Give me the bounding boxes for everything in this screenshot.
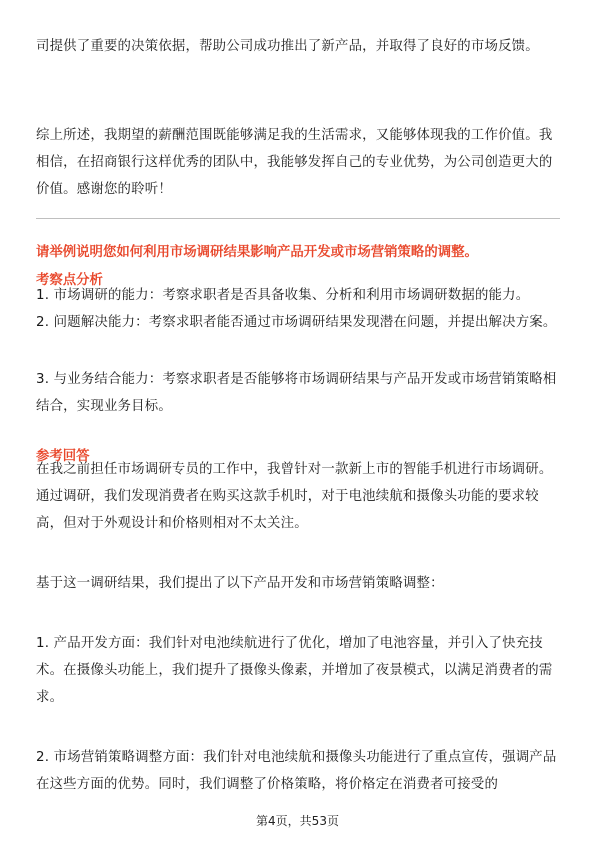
page-number: 第4页，共53页	[256, 814, 339, 828]
intro-paragraph-1: 司提供了重要的决策依据，帮助公司成功推出了新产品，并取得了良好的市场反馈。	[36, 39, 539, 54]
section-divider	[36, 218, 560, 219]
answer-paragraph-4: 2. 市场营销策略调整方面：我们针对电池续航和摄像头功能进行了重点宣传，强调产品在这些方面的优势。同时，我们调整了价格策略，将价格定在消费者可接受的	[36, 750, 557, 792]
answer-paragraph-2: 基于这一调研结果，我们提出了以下产品开发和市场营销策略调整：	[36, 576, 444, 591]
answer-heading: 参考回答	[36, 449, 90, 465]
analysis-item-2: 2. 问题解决能力：考察求职者能否通过市场调研结果发现潜在问题，并提出解决方案。	[36, 315, 557, 330]
answer-paragraph-1: 在我之前担任市场调研专员的工作中，我曾针对一款新上市的智能手机进行市场调研。通过调研，我们发现消费者在购买这款手机时，对于电池续航和摄像头功能的要求较高，但对于外观设计和价格则相对不太关注。	[36, 462, 553, 531]
analysis-item-1: 1. 市场调研的能力：考察求职者是否具备收集、分析和利用市场调研数据的能力。	[36, 288, 530, 303]
question-title: 请举例说明您如何利用市场调研结果影响产品开发或市场营销策略的调整。	[36, 245, 478, 261]
analysis-item-3: 3. 与业务结合能力：考察求职者是否能够将市场调研结果与产品开发或市场营销策略相结合，实现业务目标。	[36, 372, 557, 414]
analysis-heading: 考察点分析	[36, 273, 103, 289]
intro-paragraph-2: 综上所述，我期望的薪酬范围既能够满足我的生活需求，又能够体现我的工作价值。我相信，在招商银行这样优秀的团队中，我能够发挥自己的专业优势，为公司创造更大的价值。感谢您的聆听！	[36, 128, 553, 197]
answer-paragraph-3: 1. 产品开发方面：我们针对电池续航进行了优化，增加了电池容量，并引入了快充技术。在摄像头功能上，我们提升了摄像头像素，并增加了夜景模式，以满足消费者的需求。	[36, 636, 553, 705]
